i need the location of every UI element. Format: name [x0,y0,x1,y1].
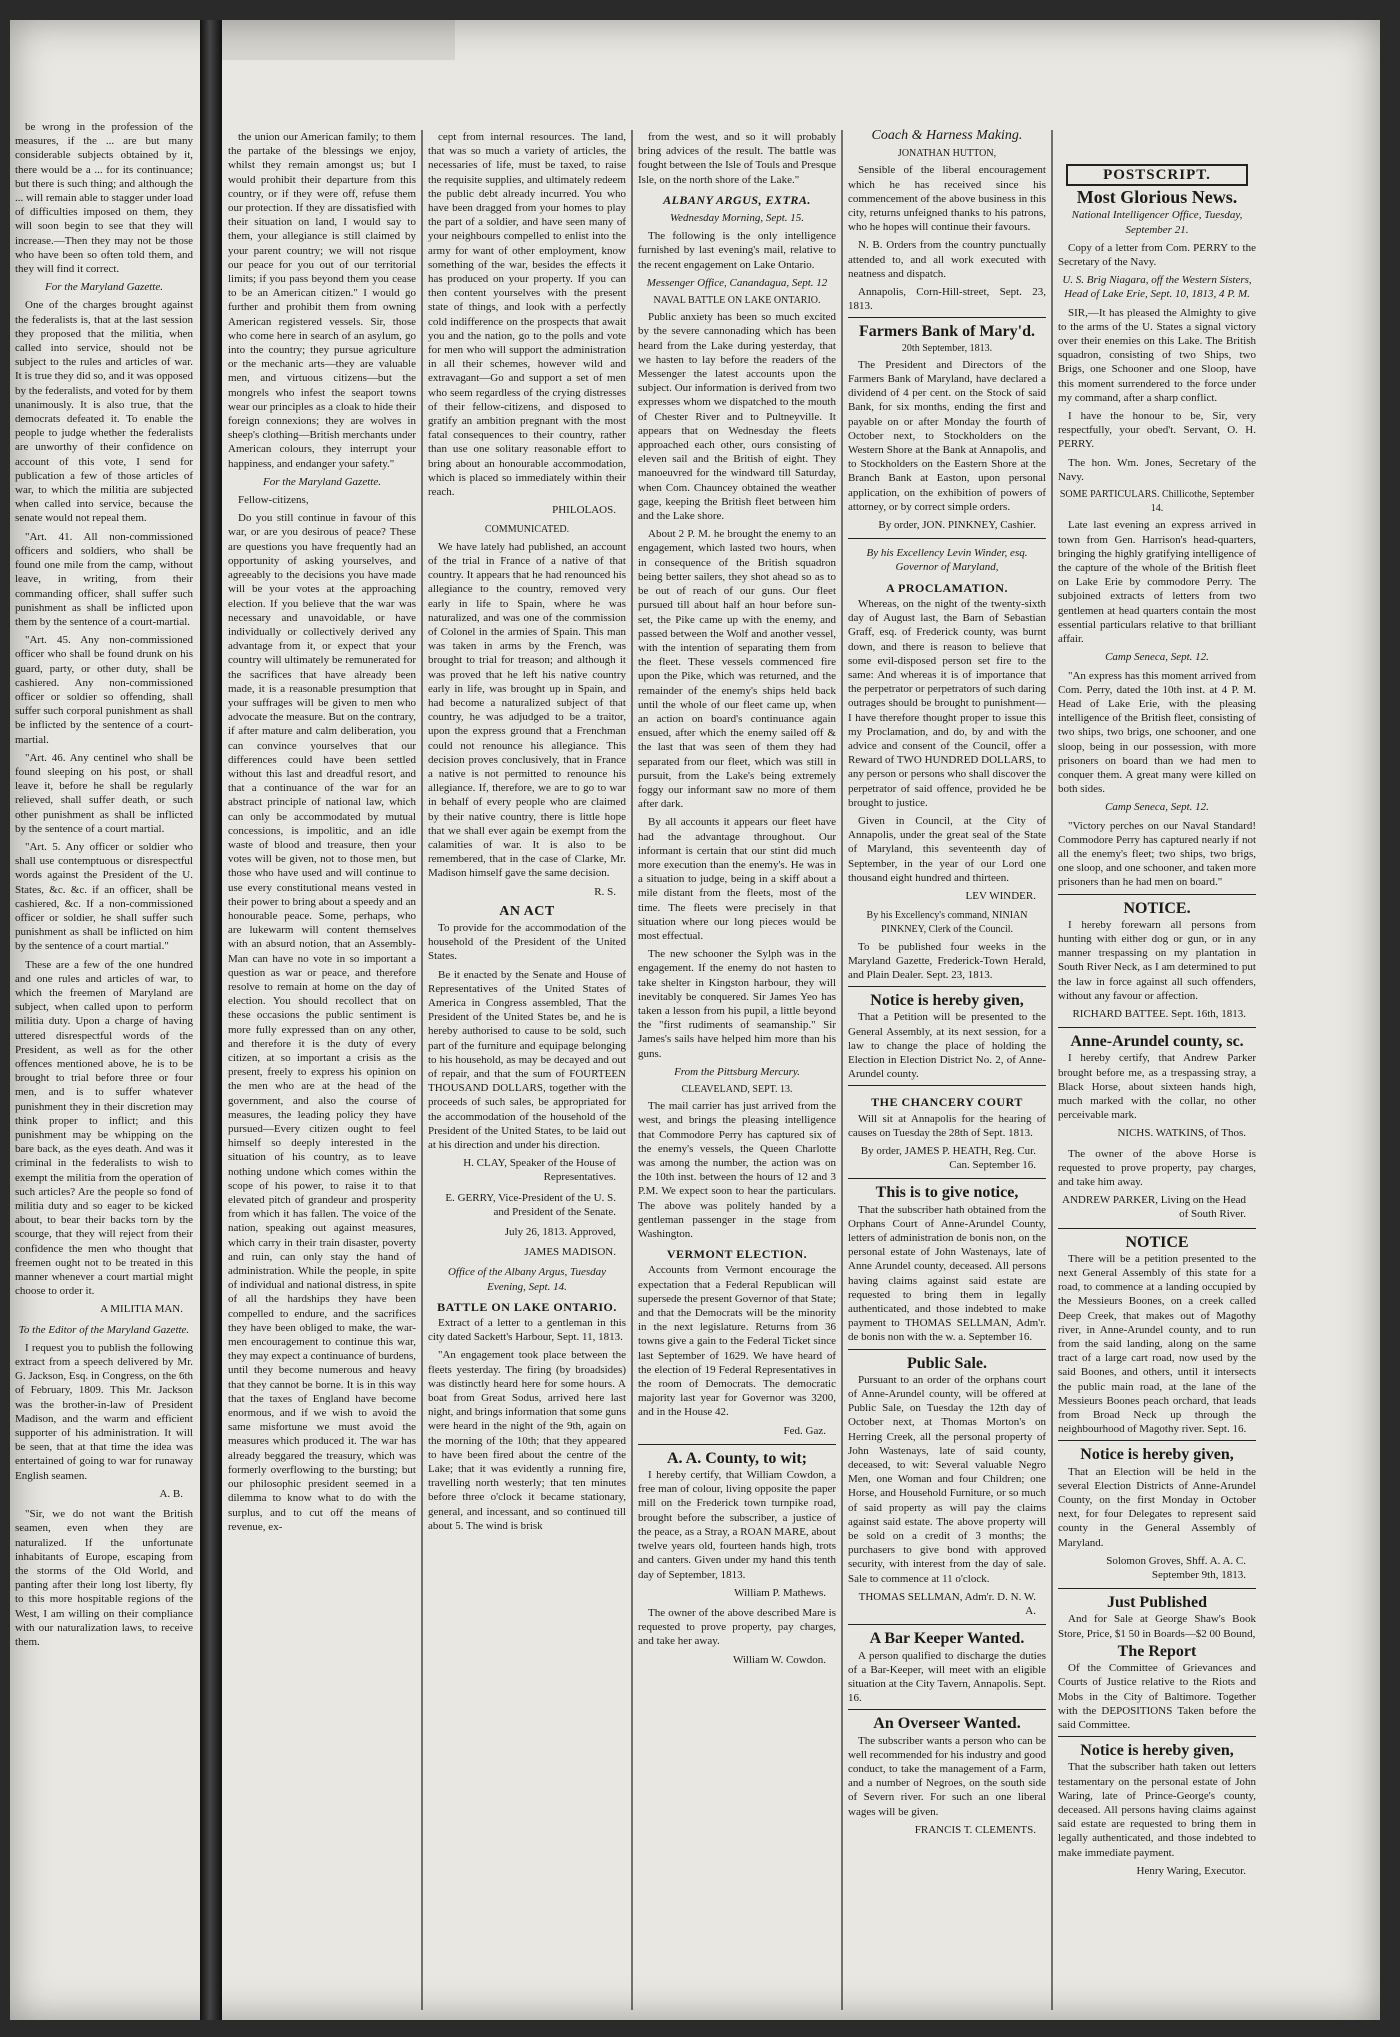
advertisement [848,317,1046,532]
paragraph: Do you still continue in favour of this war, or are you desirous of peace? These are questions you have frequently had an opportunity of asking yourselves, and agreeably to the decisions you have made will be your votes at the approaching election. If you believe that the war was necessary and unavoidable, or have individually or collectively derived any advantage from it, or expect that your country will ultimately be remunerated for the sacrifices that have already been made, it is a reasonable presumption that your suffrages will be given to men who advocate the measure. But on the contrary, if after mature and calm deliberation, you can convince yourselves that our differences could have been settled without this last and dreadful resort, and that a continuance of the war for an abstract principle of national law, which can only be accommodated by mutual concessions, is impolitic, and an idle waste of blood and treasure, then your votes will be given, not to those men, but those who have used and will continue to use every constitutional means vested in their power to bring about a speedy and an honourable peace. Some, perhaps, who are lukewarm will content themselves with an absurd notion, that an Assembly-Man can have no vote in so important a question as war or peace, and therefore resolve to remain at home on the day of election. You should recollect that on these occasions the public sentiment is more fully expressed than on any other, and therefore it is the duty of every citizen, at so important a crisis as the present, freely to express his opinion on the men who are at the head of the government, and also the course of measures, the leading policy they have pursued—Every citizen ought to feel himself so deeply interested in the situation of his country, as to leave nothing undone which comes within the scope of his power, to raise it to that elevated pitch of grandeur and prosperity from which it has fallen. The voice of the nation, speaking out against measures, which carry in their train disaster, poverty and ruin, can only stay the hand of administration. While the people, in spite of individual and national distress, in spite of all the hardships they have been compelled to endure, and the sacrifices they have been obliged to make, the war-men encouragement to continue this war, they may expect a continuance of burdens, until they become numerous and heavy that they cannot be borne. It is in this way that the taxes of England have become enormous, and if we wish to avoid the same misfortune we must avoid the measures which produced it. The war has already beggared the treasury, which was formerly overflowing to the bursting; but our philosophic president seemed in a dilemma to know what to do with the surplus, and to cut off the means of revenue, ex- [228,512,416,1533]
paragraph: To provide for the accommodation of the household of the President of the United States. [428,921,626,963]
paragraph: Will sit at Annapolis for the hearing of causes on Tuesday the 28th of Sept. 1813. [848,1112,1046,1139]
signature: Solomon Groves, Shff. A. A. C. September 9th, 1813. [1106,1554,1246,1582]
column-rule [421,130,423,2010]
signature: July 26, 1813. Approved, [504,1226,616,1239]
signature: A MILITIA MAN. [100,1303,183,1316]
paragraph: That the subscriber hath taken out letters testamentary on the personal estate of John Waring, late of Prince-George's county, deceased. All persons having claims against said estate are requested to bring them in legally authenticated, and those indebted to make immediate payment. [1058,1761,1256,1859]
section-heading: CLEAVELAND, SEPT. 13. [681,1084,793,1095]
section-heading: VERMONT ELECTION. [666,1247,808,1262]
section-heading: Wednesday Morning, Sept. 15. [669,212,805,225]
section-heading: A PROCLAMATION. [886,580,1008,595]
advertisement [848,986,1046,1081]
column-rule [631,130,633,2010]
newspaper-page [10,20,1380,2020]
section-heading: 20th September, 1813. [901,342,993,354]
section-heading: National Intelligencer Office, Tuesday, September 21. [1071,209,1243,236]
advertisement [848,538,1046,982]
paragraph: The owner of the above described Mare is requested to prove property, pay charges, and take her away. [638,1606,836,1648]
advertisement [1058,1228,1256,1437]
paragraph: By all accounts it appears our fleet have had the advantage throughout. Our informant is certain that our stint did much more execution than the enemy's. He was in a situation to judge, being in a skiff about a mile distant from the fleets, most of the time. The fleets were precisely in that situation where our long pieces would be most effectual. [638,816,836,942]
paragraph: from the west, and so it will probably bring advices of the result. The battle was fought between the Isle of Touls and Presque Isle, on the north shore of the Lake." [638,131,836,186]
ad-heading: Anne-Arundel county, sc. [1070,1033,1244,1051]
column-1 [15,120,193,2000]
paragraph: Of the Committee of Grievances and Courts of Justice relative to the Riots and Mobs in the City of Baltimore. Together with the DEPOSITIONS Taken before the said Committee. [1058,1662,1256,1731]
advertisement [848,1349,1046,1619]
advertisement [848,1624,1046,1705]
headline: Most Glorious News. [1076,187,1238,208]
ad-heading: Notice is hereby given, [1080,1446,1234,1464]
paragraph: About 2 P. M. he brought the enemy to an engagement, which lasted two hours, when in consequence of the British squadron being better sailers, they shot ahead so as to be out of reach of our guns. Our fleet pursued till about half an hour before sun-set, the Pike came up with the enemy, and passed between the Wolf and another vessel, with the intention of separating them from the fleet. These vessels commenced fire upon the Pike, which was returned, and the remainder of the enemy's ships held back until the whole of our fleet came up, when an action on board's continuance again ensued, after which the enemy sailed off & the last that was seen of them they had separated from our fleet, which was still in pursuit, from the Lake's being extremely foggy our informant saw no more of them after dark. [638,528,836,811]
signature: NICHS. WATKINS, of Thos. [1117,1127,1246,1140]
paragraph: the union our American family; to them the partake of the blessings we enjoy, whilst they remain amongst us; but I would prohibit their departure from this country, or if they were off, refuse them our protection. If they are dissatisfied with their situation on land, I would say to them, your allegiance is still claimed by your parent country; we will not risque our peace for you out of our territorial limits; if you pass beyond them you cease to be an American citizen." I would go further and prohibit them from owning American registered vessels. Sir, those who come here in search of an asylum, go into the country; they pursue agriculture or the mechanic arts—they are valuable men, and virtuous citizens—but the mongrels who infest the seaport towns wear our principles as a cloak to hide their foreign connexions; they are wolves in sheep's clothing—British merchants under American colours, they interrupt your happiness, and endanger your safety." [228,131,416,470]
paragraph: "Art. 5. Any officer or soldier who shall use contemptuous or disrespectful words against the President of the U. States, &c. &c. if an officer, shall be cashiered, &c. If a non-commissioned officer or soldier, he shall suffer such punishment as shall be inflicted on him by the sentence of a court martial." [15,840,193,953]
ad-heading: This is to give notice, [875,1184,1019,1202]
binding-gutter [200,20,222,2020]
advertisement [848,1709,1046,1837]
paragraph: Extract of a letter to a gentleman in this city dated Sackett's Harbour, Sept. 11, 1813. [428,1317,626,1344]
advertisement [1058,1440,1256,1582]
signature: LEV WINDER. [965,889,1036,902]
advertisement [1058,1027,1256,1221]
signature: William W. Cowdon. [732,1653,826,1666]
signature: THOMAS SELLMAN, Adm'r. D. N. W. A. [858,1590,1036,1618]
signature: By order, JAMES P. HEATH, Reg. Cur. Can. September 16. [860,1145,1036,1172]
signature: ANDREW PARKER, Living on the Head of South River. [1062,1194,1246,1221]
paragraph: The mail carrier has just arrived from the west, and brings the pleasing intelligence that Commodore Perry has captured six of the enemy's vessels, the Queen Charlotte was among the number, the action was on the 10th inst. between the hours of 12 and 3 P.M. We expect soon to hear the particulars. The above was politely handed by a gentleman passenger in the stage from Washington. [638,1100,836,1241]
paragraph: Be it enacted by the Senate and House of Representatives of the United States of America in Congress assembled, That the President of the United States be, and he is hereby authorised to cause to be sold, such part of the furniture and equipage belonging to his household, as may be decayed and out of repair, and that the sum of FOURTEEN THOUSAND DOLLARS, together with the proceeds of such sales, be appropriated for the accommodation of the household of the President of the United States, to be laid out at his direction and under his direction. [428,968,626,1152]
paragraph: The new schooner the Sylph was in the engagement. If the enemy do not hasten to take shelter in Kingston harbour, they will inevitably be conquered. Sir James Yeo has taken a lesson from his pupil, a little beyond the "first rudiments of seamanship." Sir James's sails have helped him more than his guns. [638,948,836,1060]
signature: JAMES MADISON. [524,1246,616,1259]
paragraph: cept from internal resources. The land, that was so much a variety of articles, the necessaries of life, must be taxed, to raise the requisite supplies, and ultimately redeem the public debt already incurred. You who have been dragged from your homes to play the part of a soldier, and have seen many of your neighbours compelled to enlist into the army for want of other employment, know something of the war, besides the effects it has produced on your property. If you can then content yourselves with the present state of things, and look with a perfectly cold indifference on the prospects that await you and the nation, go to the polls and vote for men who will support the administration in all their schemes, however wild and extravagant—Go and support a set of men who seem regardless of the crying distresses of their fellow-citizens, and disposed to gratify an ambition pregnant with the most fatal consequences to their country, rather than use one solitary reasonable effort to bring about an honourable accommodation, which is placed so immediately within their reach. [428,131,626,499]
advertisement [1058,1588,1256,1732]
paragraph: Late last evening an express arrived in town from Gen. Harrison's head-quarters, bringing the highly gratifying intelligence of the capture of the whole of the British fleet on Lake Erie by commodore Perry. The subjoined extracts of letters from two gentlemen at head quarters contain the most essential particulars relative to that brilliant affair. [1058,519,1256,646]
section-heading: BATTLE ON LAKE ONTARIO. [437,1299,617,1314]
paragraph: "Victory perches on our Naval Standard! Commodore Perry has captured nearly if not all the enemy's fleet; two ships, two brigs, one sloop, and one schooner, and taken more prisoners than he had men on board." [1058,819,1256,889]
paragraph: Sensible of the liberal encouragement which he has received since his commencement of the above business in this city, returns unfeigned thanks to his patrons, who he hopes will continue their favours. [848,164,1046,234]
section-heading: For the Maryland Gazette. [45,281,163,294]
ad-heading: Public Sale. [906,1354,987,1372]
section-heading: To the Editor of the Maryland Gazette. [18,1323,190,1336]
section-heading: For the Maryland Gazette. [263,475,381,488]
paragraph: A person qualified to discharge the duties of a Bar-Keeper, will meet with an eligible situation at the City Tavern, Annapolis. Sept. 16. [848,1649,1046,1705]
paragraph: "Sir, we do not want the British seamen, even when they are naturalized. If the unfortunate inhabitants of Europe, escaping from the storms of the Old World, and panting after their long lost liberty, fly to this more hospitable regions of the West, I am willing on their compliance with our naturalization laws, to receive them. [15,1508,193,1648]
paragraph: Copy of a letter from Com. PERRY to the Secretary of the Navy. [1058,241,1256,269]
section-heading: ALBANY ARGUS, EXTRA. [663,192,811,207]
paragraph: To be published four weeks in the Maryland Gazette, Frederick-Town Herald, and Plain Dealer. Sept. 23, 1813. [848,940,1046,981]
paragraph: "Art. 41. All non-commissioned officers and soldiers, who shall be found one mile from the camp, without leave, in writing, from their commanding officer, shall suffer such punishment as shall be inflicted upon them by the sentence of a court-martial. [15,530,193,628]
signature: A. B. [159,1487,183,1500]
paragraph: One of the charges brought against the federalists is, that at the last session they proposed that the militia, when called into service, should not be subject to the rules and articles of war. It is true they did so, and it was opposed by the federalists, and voted for by them unanimously. It is also true, that the democrats defeated it. To enable the people to judge whether the federalists are unworthy of their confidence on account of this vote, I send for publication a few of those articles of war, to which the militia are subjected when called into service, because the senate would not repeal them. [15,299,193,525]
ad-heading: An Overseer Wanted. [873,1715,1021,1733]
paragraph: We have lately had published, an account of the trial in France of a native of that country. It appears that he had renounced his allegiance to the country, removed very early in life to Spain, where he was naturalized, and was one of the commission of Colonel in the armies of Spain. This man was taken in arms by the French, was brought to trial for treason; and although it was proved that he left his native country early in life, was brought up in Spain, and had become a naturalized subject of that country, he was adjudged to be a traitor, upon the express ground that a Frenchman could not renounce his allegiance. This decision proves conclusively, that in France a native is not permitted to renounce his allegiance. If, therefore, we are to go to war in behalf of every people who are claimed by their native country, there is little hope that we shall ever again be exempt from the calamities of war. It is also to be remembered, that in the case of Clarke, Mr. Madison himself gave the same decision. [428,540,626,880]
paragraph: "An express has this moment arrived from Com. Perry, dated the 10th inst. at 4 P. M. Head of Lake Erie, with the pleasing intelligence of the British fleet, consisting of two ships, two brigs, one schooner, and one sloop, being in our possession, with more prisoners on board than we had men to conquer them. A great many were killed on both sides. [1058,669,1256,796]
paragraph: There will be a petition presented to the next General Assembly of this state for a road, to commence at a landing occupied by the Messieurs Boones, on a creek called Deep Creek, that makes out of Magothy river, in Anne-Arundel county, and to run from the said landing, along on the same tract of a large cart road, now used by the said Boones, and others, until it intersects the public main road, at the lane of the Messieurs Boones peach orchard, that leads from Broad Neck up through the neighbourhood of Magothy river. Sept. 16. [1058,1252,1256,1436]
ad-heading: A. A. County, to wit; [666,1449,807,1467]
paragraph: Pursuant to an order of the orphans court of Anne-Arundel county, will be offered at Public Sale, on Tuesday the 12th day of October next, at Thomas Morton's on Herring Creek, all the personal property of John Wastenays, late of said county, deceased, to wit: Several valuable Negro Men, one Woman and four Children; one Horse, and Household Furniture, or so much of said property as will pay the claims against said estate. The above property will be sold on a credit of 3 months; the purchasers to give bond with approved security, with interest from the day of sale. Sale to commence at 11 o'clock. [848,1373,1046,1585]
signature: E. GERRY, Vice-President of the U. S. and President of the Senate. [445,1191,616,1218]
paragraph: Accounts from Vermont encourage the expectation that a Federal Republican will supersede the present Governor of that State; and that the Democrats will be the minority in the next legislature. Returns from 36 towns give a gain to the Federal Ticket since last September of 1629. We have heard of the election of 19 Federal Representatives in the room of Democrats. The democratic majority last year for Governor was 3200, and in the House 42. [638,1264,836,1419]
ad-heading: Notice is hereby given, [1080,1742,1234,1760]
signature: R. S. [594,885,616,898]
column-rule [1051,130,1053,2010]
section-heading: Messenger Office, Canandagua, Sept. 12 [646,276,828,289]
paragraph: Given in Council, at the City of Annapolis, under the great seal of the State of Maryland, this seventeenth day of September, in the year of our Lord one thousand eight hundred and thirteen. [848,814,1046,884]
paragraph: be wrong in the profession of the measures, if the ... are but many considerable subjects obtained by it, there would be a ... for its continuance; but there is such thing; and although the ... will remain able to stagger under load of difficulties imposed on them, they will soon begin to see that they will increase.—Then they may not be those who have been so often told them, and they will find it correct. [15,121,193,276]
paragraph: I hereby forewarn all persons from hunting with either dog or gun, or in any manner trespassing on my plantation in South River Neck, as I am determined to put the law in force against all such offenders, without any favour or affection. [1058,918,1256,1002]
ad-heading: Coach & Harness Making. [871,128,1023,143]
ad-heading: Farmers Bank of Mary'd. [859,323,1035,341]
paragraph: The owner of the above Horse is requested to prove property, pay charges, and take him away. [1058,1147,1256,1188]
section-heading: U. S. Brig Niagara, off the Western Sisters, Head of Lake Erie, Sept. 10, 1813, 4 P. M. [1062,274,1252,301]
paragraph: SIR,—It has pleased the Almighty to give to the arms of the U. States a signal victory over their enemies on this Lake. The British squadron, consisting of two Ships, two Brigs, one Schooner and one Sloop, have this moment surrendered to the force under my command, after a sharp conflict. [1058,306,1256,404]
paragraph: "Art. 45. Any non-commissioned officer who shall be found drunk on his guard, party, or other duty, shall be cashiered. Any non-commissioned officer or soldier so offending, shall suffer such corporal punishment as shall be inflicted by the sentence of a court-martial. [15,634,193,746]
paragraph: I hereby certify, that William Cowdon, a free man of colour, living opposite the paper mill on the Frederick town turnpike road, brought before the subscriber, a justice of the peace, as a Stray, a ROAN MARE, about twelve years old, fourteen hands high, trots and canters. Given under my hand this tenth day of September, 1813. [638,1469,836,1581]
section-heading: NAVAL BATTLE ON LAKE ONTARIO. [653,295,821,307]
ad-heading: THE CHANCERY COURT [871,1095,1023,1110]
paragraph: That the subscriber hath obtained from the Orphans Court of Anne-Arundel County, letters of administration de bonis non, on the personal estate of John Wastenays, late of Anne Arundel county, deceased. All persons having claims against said estate are requested to bring them in legally authenticated, and those indebted to make payment to THOMAS SELLMAN, Adm'r. de bonis non with the w. a. September 16. [848,1203,1046,1344]
signature: William P. Mathews. [734,1586,826,1599]
column-3 [428,130,626,2000]
section-heading: SOME PARTICULARS. Chillicothe, September 14. [1059,489,1255,515]
paragraph: "An engagement took place between the fleets yesterday. The firing (by broadsides) was distinctly heard here for some hours. A boat from Great Sodus, arrived here last night, and brings information that some guns were heard in the night of the 9th, again on the morning of the 10th; that they appeared to have been fired about the centre of the Lake; that it was evidently a running fire, travelling north westerly; that ten minutes before three o'clock it became stationary, general, and incessant, and so continued till about 5. The wind is brisk [428,1349,626,1532]
section-heading: From the Pittsburg Mercury. [674,1065,800,1078]
paragraph: Public anxiety has been so much excited by the severe cannonading which has been heard from the Lake during yesterday, that we hasten to lay before the readers of the Messenger the latest accounts upon the subject. Our information is derived from two expresses whom we dispatched to the mouth of Chester River and to Pultneyville. It appears that on Wednesday the fleets approached each other, ours consisting of eleven sail and the British of eight. They manoeuvred for the windward till Saturday, when Com. Chauncey obtained the weather gage, keeping the British fleet between him and the Lake shore. [638,311,836,523]
section-heading: Camp Seneca, Sept. 12. [1105,801,1209,814]
postscript-banner: POSTSCRIPT. [1066,164,1248,186]
paragraph: That a Petition will be presented to the General Assembly, at its next session, for a law to change the place of holding the Election in Election District No. 2, of Anne-Arundel county. [848,1011,1046,1081]
signature: Henry Waring, Executor. [1136,1864,1246,1877]
section-heading: JONATHAN HUTTON, [897,148,997,160]
column-2 [228,130,416,2000]
paragraph: I request you to publish the following extract from a speech delivered by Mr. G. Jackson, Esq. in Congress, on the 6th of February, 1809. This Mr. Jackson was the brother-in-law of President Madison, and the warm and efficient supporter of his administration. It will be seen, that at that time the idea was entertained of going to war for runaway English seamen. [15,1341,193,1482]
column-4 [638,130,836,2000]
section-heading: Camp Seneca, Sept. 12. [1105,651,1209,664]
ad-heading: NOTICE [1125,1233,1189,1251]
advertisement [638,1444,836,1667]
ad-heading: The Report [1117,1642,1197,1660]
signature: RICHARD BATTEE. Sept. 16th, 1813. [1072,1007,1246,1020]
paragraph: I hereby certify, that Andrew Parker brought before me, as a trespassing stray, a Black Horse, about sixteen hands high, much marked with the collar, no other perceivable mark. [1058,1052,1256,1122]
section-heading: Office of the Albany Argus, Tuesday Evening, Sept. 14. [447,1266,607,1293]
paragraph: N. B. Orders from the country punctually attended to, and all work executed with neatness and dispatch. [848,239,1046,280]
ad-heading: Notice is hereby given, [870,992,1024,1010]
section-heading: COMMUNICATED. [484,524,570,536]
paragraph: That an Election will be held in the several Election Districts of Anne-Arundel County, on the first Monday in October next, for four Delegates to represent said county in the General Assembly of Maryland. [1058,1465,1256,1549]
paragraph: Fellow-citizens, [238,494,309,507]
section-heading: By his Excellency's command, NINIAN PINKNEY, Clerk of the Council. [866,910,1028,936]
paragraph: Annapolis, Corn-Hill-street, Sept. 23, 1813. [848,286,1046,313]
signature: FRANCIS T. CLEMENTS. [914,1823,1036,1836]
paragraph: The President and Directors of the Farmers Bank of Maryland, have declared a dividend of 4 per cent. on the Stock of said Bank, for six months, ending the first and payable on or after Monday the fourth of October next, to Stockholders on the Western Shore at the Bank at Annapolis, and to Stockholders on the Eastern Shore at the Branch Bank at Easton, upon personal application, on the exhibition of powers of attorney, or by correct simple orders. [848,358,1046,513]
section-heading: By his Excellency Levin Winder, esq. Governor of Maryland, [866,547,1028,574]
act-title: AN ACT [499,903,555,919]
paragraph: I have the honour to be, Sir, very respectfully, your obed't. Servant, O. H. PERRY. [1058,410,1256,451]
signature: Fed. Gaz. [783,1424,826,1437]
signature: By order, JON. PINKNEY, Cashier. [878,519,1036,532]
paragraph: And for Sale at George Shaw's Book Store, Price, $1 50 in Boards—$2 00 Bound, [1058,1613,1256,1640]
paragraph: The subscriber wants a person who can be well recommended for his industry and good conduct, to take the management of a Farm, and a number of Negroes, on the south side of Severn river. For such an one liberal wages will be given. [848,1734,1046,1818]
advertisement [848,1085,1046,1172]
signature: PHILOLAOS. [552,504,616,517]
advertisement [1058,894,1256,1022]
advertisement [848,1178,1046,1344]
signature: H. CLAY, Speaker of the House of Representatives. [463,1157,616,1184]
paragraph: "Art. 46. Any centinel who shall be found sleeping on his post, or shall leave it, before he shall be regularly relieved, shall suffer death, or such other punishment as shall be inflicted by the sentence of a court martial. [15,751,193,835]
column-6 [1058,160,1256,2000]
advertisement [1058,1736,1256,1878]
paragraph: Whereas, on the night of the twenty-sixth day of August last, the Barn of Sebastian Graff, esq. of Frederick county, was burnt down, and there is reason to believe that some evil-disposed person set fire to the same: And whereas it is of importance that the perpetrator or perpetrators of such daring outrages should be brought to punishment—I have therefore thought proper to issue this my Proclamation, and do, by and with the advice and consent of the Council, offer a Reward of TWO HUNDRED DOLLARS, to any person or persons who shall discover the perpetrator of said offence, provided he be brought to justice. [848,597,1046,809]
ad-heading: A Bar Keeper Wanted. [869,1630,1025,1648]
ad-heading: NOTICE. [1123,899,1191,917]
ink-blot [205,20,455,60]
paragraph: The following is the only intelligence furnished by last evening's mail, relative to the recent engagement on Lake Ontario. [638,230,836,271]
paragraph: These are a few of the one hundred and one rules and articles of war, to which the freemen of Maryland are subject, when called upon to perform militia duty. Upon a charge of having uttered disrespectful words of the President, as well as for the other offences mentioned above, he is to be brought to trial before three or four men, and is to suffer whatever punishment they in their discretion may think proper to inflict; and this punishment may be whipping on the bare back, as the eyes death. And was it criminal in the federalists to wish to exempt the militia from the operation of such articles? Are the people so fond of militia duty and so eager to be kicked about, to bear their backs torn by the scourge, that they will reject from their confidence the men who thought that freemen ought not to be treated in this manner whenever a court martial might choose to order it. [15,958,193,1298]
paragraph: The hon. Wm. Jones, Secretary of the Navy. [1058,456,1256,483]
ad-heading: Just Published [1106,1594,1208,1612]
column-rule [841,130,843,2010]
column-5 [848,125,1046,2000]
